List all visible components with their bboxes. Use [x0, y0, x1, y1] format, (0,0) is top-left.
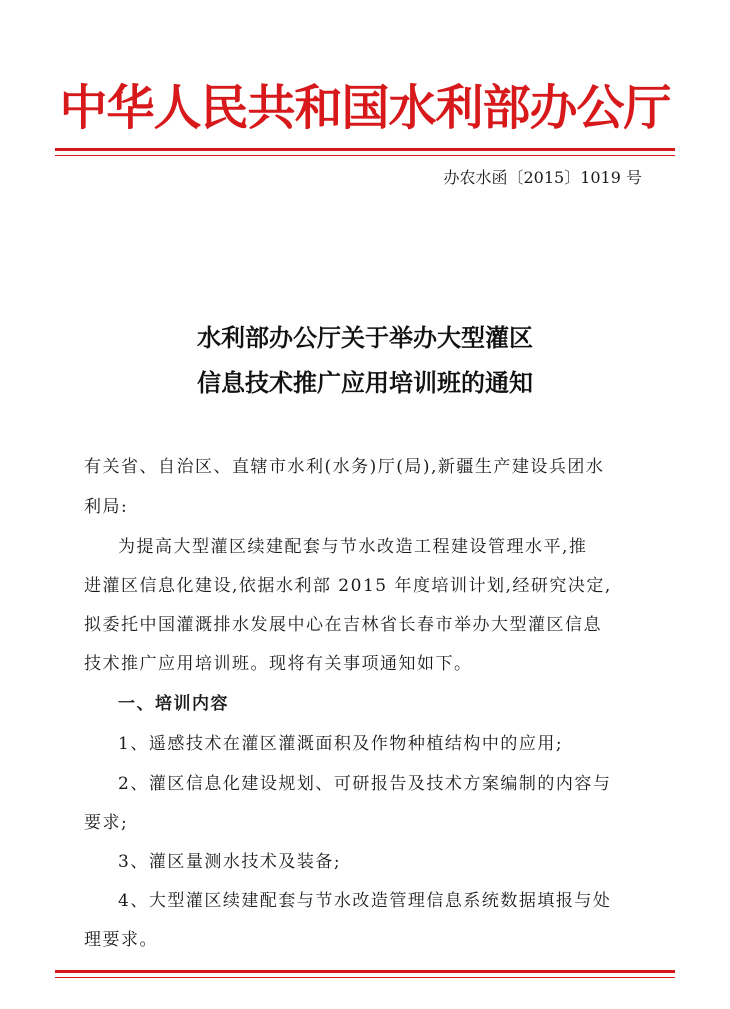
- list-item-1: 1、遥感技术在灌区灌溉面积及作物种植结构中的应用;: [118, 734, 564, 754]
- paragraph-1-line-1: 为提高大型灌区续建配套与节水改造工程建设管理水平,推: [118, 537, 588, 557]
- header-red-rule: [55, 148, 675, 151]
- addressee-line-2: 利局:: [84, 497, 129, 517]
- list-item-4-line-1: 4、大型灌区续建配套与节水改造管理信息系统数据填报与处: [118, 891, 612, 911]
- footer-red-rule-thin: [55, 977, 675, 978]
- document-number: 办农水函〔2015〕1019 号: [443, 168, 642, 187]
- paragraph-1-line-4: 技术推广应用培训班。现将有关事项通知如下。: [84, 654, 473, 674]
- document-title-line-1: 水利部办公厅关于举办大型灌区: [197, 324, 533, 352]
- paragraph-1-line-3: 拟委托中国灌溉排水发展中心在吉林省长春市举办大型灌区信息: [84, 615, 602, 635]
- list-item-4-line-2: 理要求。: [84, 930, 158, 950]
- footer-red-rule: [55, 970, 675, 973]
- addressee-line-1: 有关省、自治区、直辖市水利(水务)厅(局),新疆生产建设兵团水: [84, 457, 605, 477]
- issuer-header: 中华人民共和国水利部办公厅: [59, 80, 671, 136]
- document-title-line-2: 信息技术推广应用培训班的通知: [197, 369, 533, 397]
- paragraph-1-line-2: 进灌区信息化建设,依据水利部 2015 年度培训计划,经研究决定,: [84, 576, 612, 596]
- section-heading-training-content: 一、培训内容: [118, 694, 229, 714]
- list-item-3: 3、灌区量测水技术及装备;: [118, 852, 342, 872]
- header-red-rule-thin: [55, 155, 675, 156]
- list-item-2-line-1: 2、灌区信息化建设规划、可研报告及技术方案编制的内容与: [118, 774, 612, 794]
- list-item-2-line-2: 要求;: [84, 813, 129, 833]
